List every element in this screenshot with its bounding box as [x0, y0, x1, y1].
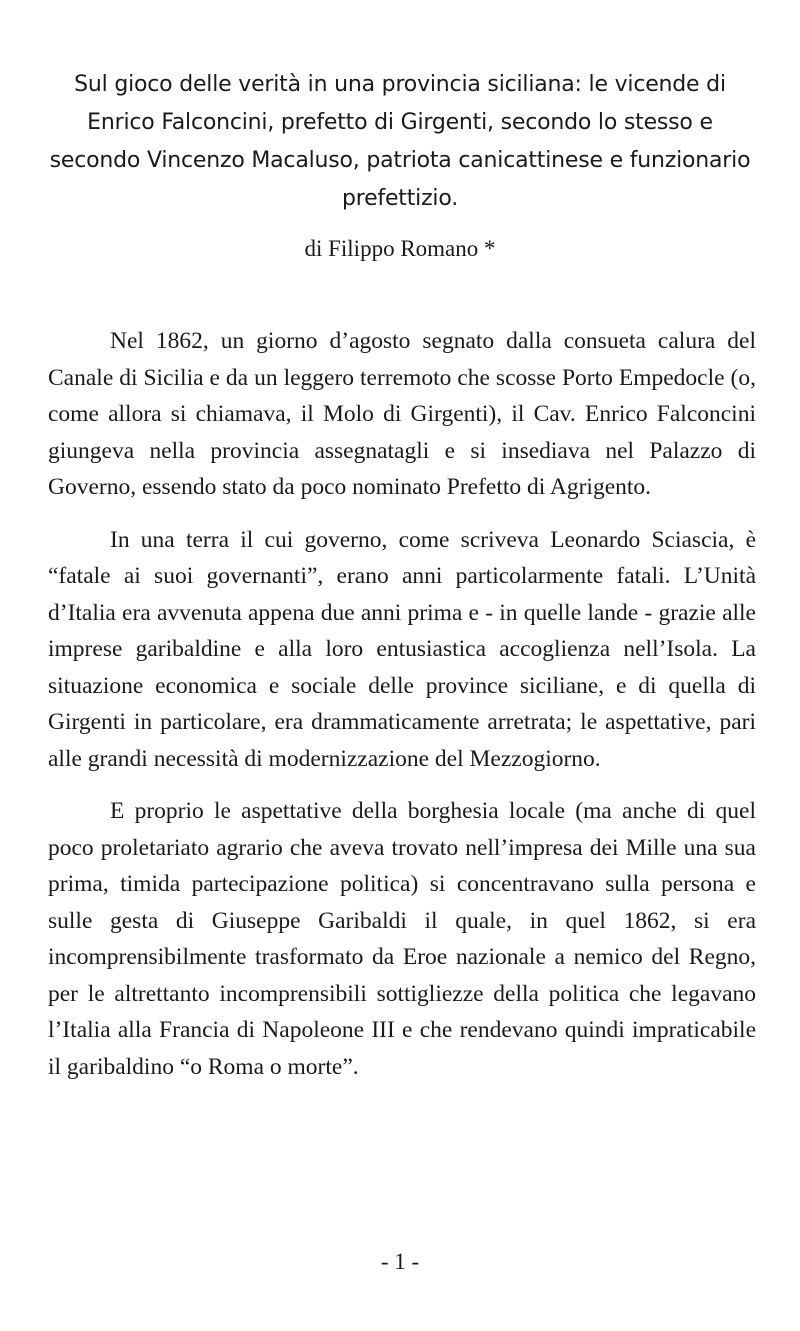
document-title: Sul gioco delle verità in una provincia siciliana: le vicende di Enrico Falconcini, prefetto di Girgenti, secondo lo stesso e secondo Vincenzo Macaluso, patriota canicattinese e funzionario prefettizio. [49, 72, 751, 211]
page-number: - 1 - [380, 1249, 420, 1274]
paragraph: In una terra il cui governo, come scriveva Leonardo Sciascia, è “fatale ai suoi governanti”, erano anni particolarmente fatali. L’Unità d’Italia era avvenuta appena due anni prima e - in quelle lande - grazie alle imprese garibaldine e alla loro entusiastica accoglienza nell’Isola. La situazione economica e sociale delle province siciliane, e di quella di Girgenti in particolare, era drammaticamente arretrata; le aspettative, pari alle grandi necessità di modernizzazione del Mezzogiorno. [48, 526, 756, 772]
body-text [48, 323, 756, 1101]
paragraph: Nel 1862, un giorno d’agosto segnato dalla consueta calura del Canale di Sicilia e da un leggero terremoto che scosse Porto Empedocle (o, come allora si chiamava, il Molo di Girgenti), il Cav. Enrico Falconcini giungeva nella provincia assegnatagli e si insediava nel Palazzo di Governo, essendo stato da poco nominato Prefetto di Agrigento. [48, 328, 756, 500]
paragraph: E proprio le aspettative della borghesia locale (ma anche di quel poco proletariato agrario che aveva trovato nell’impresa dei Mille una sua prima, timida partecipazione politica) si concentravano sulla persona e sulle gesta di Giuseppe Garibaldi il quale, in quel 1862, si era incomprensibilmente trasformato da Eroe nazionale a nemico del Regno, per le altrettanto incomprensibili sottigliezze della politica che legavano l’Italia alla Francia di Napoleone III e che rendevano quindi impraticabile il garibaldino “o Roma o morte”. [48, 798, 756, 1080]
author-byline: di Filippo Romano * [304, 236, 496, 261]
